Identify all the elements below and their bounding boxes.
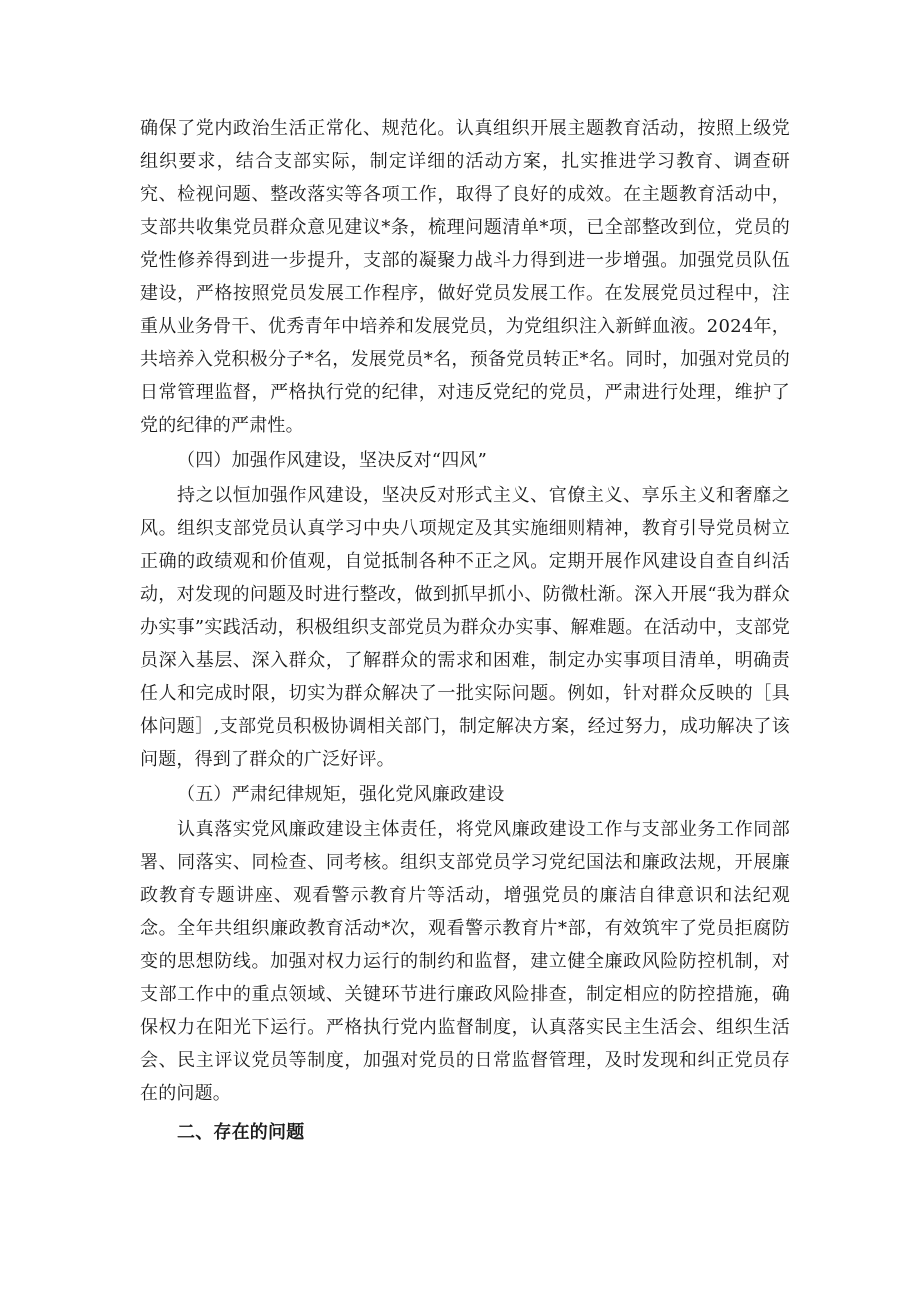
paragraph-discipline: 认真落实党风廉政建设主体责任，将党风廉政建设工作与支部业务工作同部署、同落实、同检查、同考核。组织支部党员学习党纪国法和廉政法规，开展廉政教育专题讲座、观看警示教育片等活动，增强党员的廉洁自律意识和法纪观念。全年共组织廉政教育活动*次，观看警示教育片*部，有效筑牢了党员拒腐防变的思想防线。加强对权力运行的制约和监督，建立健全廉政风险防控机制，对支部工作中的重点领域、关键环节进行廉政风险排查，制定相应的防控措施，确保权力在阳光下运行。严格执行党内监督制度，认真落实民主生活会、组织生活会、民主评议党员等制度，加强对党员的日常监督管理，及时发现和纠正党员存在的问题。 (140, 819, 790, 1104)
document-body (140, 112, 790, 1149)
heading-section-5: （五）严肃纪律规矩，强化党风廉政建设 (177, 784, 505, 805)
paragraph-party-life: 确保了党内政治生活正常化、规范化。认真组织开展主题教育活动，按照上级党组织要求，结合支部实际，制定详细的活动方案，扎实推进学习教育、调查研究、检视问题、整改落实等各项工作，取得了良好的成效。在主题教育活动中，支部共收集党员群众意见建议*条，梳理问题清单*项，已全部整改到位，党员的党性修养得到进一步提升，支部的凝聚力战斗力得到进一步增强。加强党员队伍建设，严格按照党员发展工作程序，做好党员发展工作。在发展党员过程中，注重从业务骨干、优秀青年中培养和发展党员，为党组织注入新鲜血液。2024年，共培养入党积极分子*名，发展党员*名，预备党员转正*名。同时，加强对党员的日常管理监督，严格执行党的纪律，对违反党纪的党员，严肃进行处理，维护了党的纪律的严肃性。 (140, 118, 790, 436)
paragraph-work-style: 持之以恒加强作风建设，坚决反对形式主义、官僚主义、享乐主义和奢靡之风。组织支部党员认真学习中央八项规定及其实施细则精神，教育引导党员树立正确的政绩观和价值观，自觉抵制各种不正之风。定期开展作风建设自查自纠活动，对发现的问题及时进行整改，做到抓早抓小、防微杜渐。深入开展“我为群众办实事”实践活动，积极组织支部党员为群众办实事、解难题。在活动中，支部党员深入基层、深入群众，了解群众的需求和困难，制定办实事项目清单，明确责任人和完成时限，切实为群众解决了一批实际问题。例如，针对群众反映的［具体问题］,支部党员积极协调相关部门，制定解决方案，经过努力，成功解决了该问题，得到了群众的广泛好评。 (140, 485, 790, 770)
heading-section-4: （四）加强作风建设，坚决反对“四风” (177, 450, 488, 471)
heading-existing-problems: 二、存在的问题 (177, 1122, 305, 1143)
